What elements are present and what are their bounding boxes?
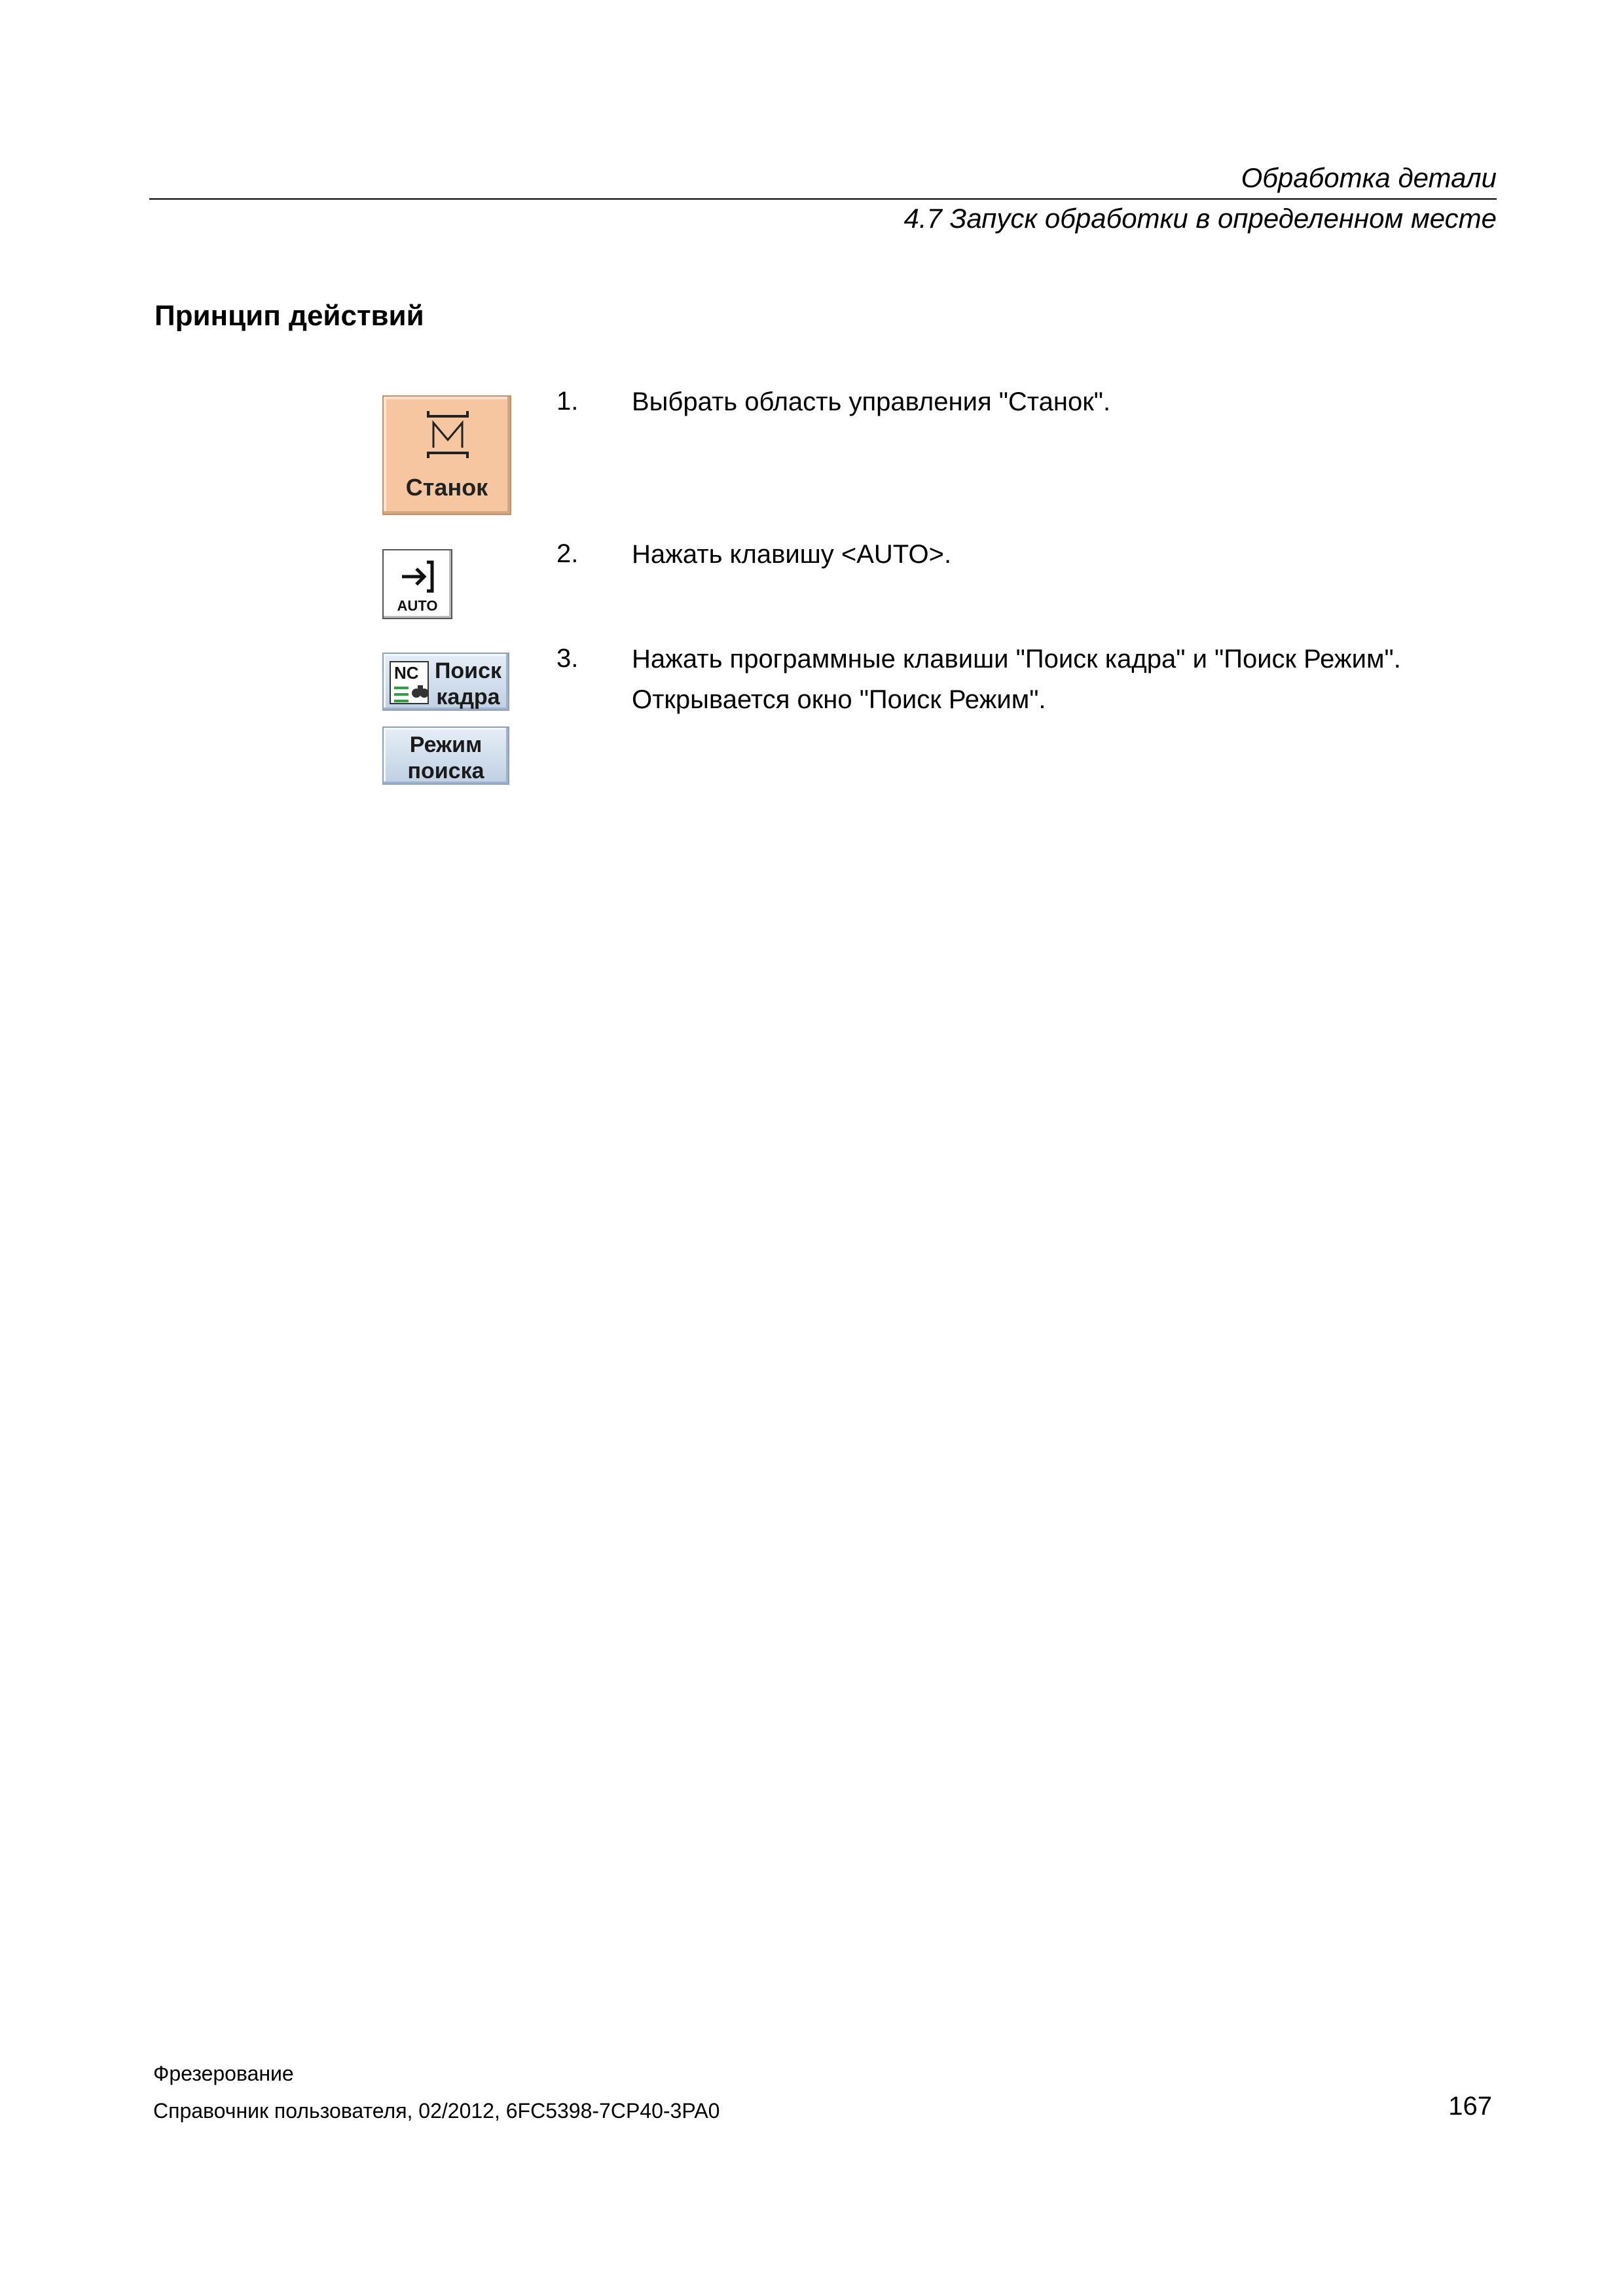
machine-key-graphic (382, 395, 511, 515)
section-title: Принцип действий (155, 300, 424, 332)
footer-product: Фрезерование (153, 2062, 294, 2085)
header-rule (149, 198, 1497, 200)
block-search-label-line2: кадра (436, 685, 500, 709)
step-2-number: 2. (556, 539, 579, 568)
step-3-number: 3. (556, 644, 579, 673)
search-mode-label-line1: Режим (409, 732, 483, 757)
block-search-softkey-label (432, 658, 504, 710)
block-search-softkey-graphic (382, 653, 509, 711)
page-number: 167 (1448, 2092, 1492, 2121)
search-mode-label-line2: поиска (407, 759, 484, 783)
search-mode-softkey-label (384, 732, 508, 784)
block-search-label-line1: Поиск (434, 658, 502, 683)
machine-key-label: Станок (405, 474, 488, 501)
step-1-number: 1. (556, 387, 579, 416)
auto-key-graphic (382, 549, 452, 619)
step-1-text (632, 382, 1110, 422)
step-2-line-1: Нажать клавишу <AUTO>. (632, 540, 952, 569)
step-3-text (632, 639, 1401, 720)
nc-search-icon (389, 659, 429, 706)
step-3-line-1: Нажать программные клавиши "Поиск кадра" и "Поиск Режим". (632, 645, 1401, 673)
step-1-line-1: Выбрать область управления "Станок". (632, 387, 1111, 416)
nc-search-icon-text: NC (394, 663, 419, 683)
search-mode-softkey-graphic (382, 726, 509, 785)
step-2-text (632, 534, 951, 575)
machine-m-icon (424, 408, 471, 461)
running-header-section: 4.7 Запуск обработки в определенном месте (903, 203, 1497, 234)
auto-arrow-icon (398, 560, 437, 594)
footer-manual-info: Справочник пользователя, 02/2012, 6FC5398-7CP40-3PA0 (153, 2099, 720, 2123)
running-header-chapter: Обработка детали (1241, 162, 1497, 193)
auto-key-label: AUTO (397, 598, 438, 614)
step-3-line-2: Открывается окно "Поиск Режим". (632, 685, 1046, 714)
